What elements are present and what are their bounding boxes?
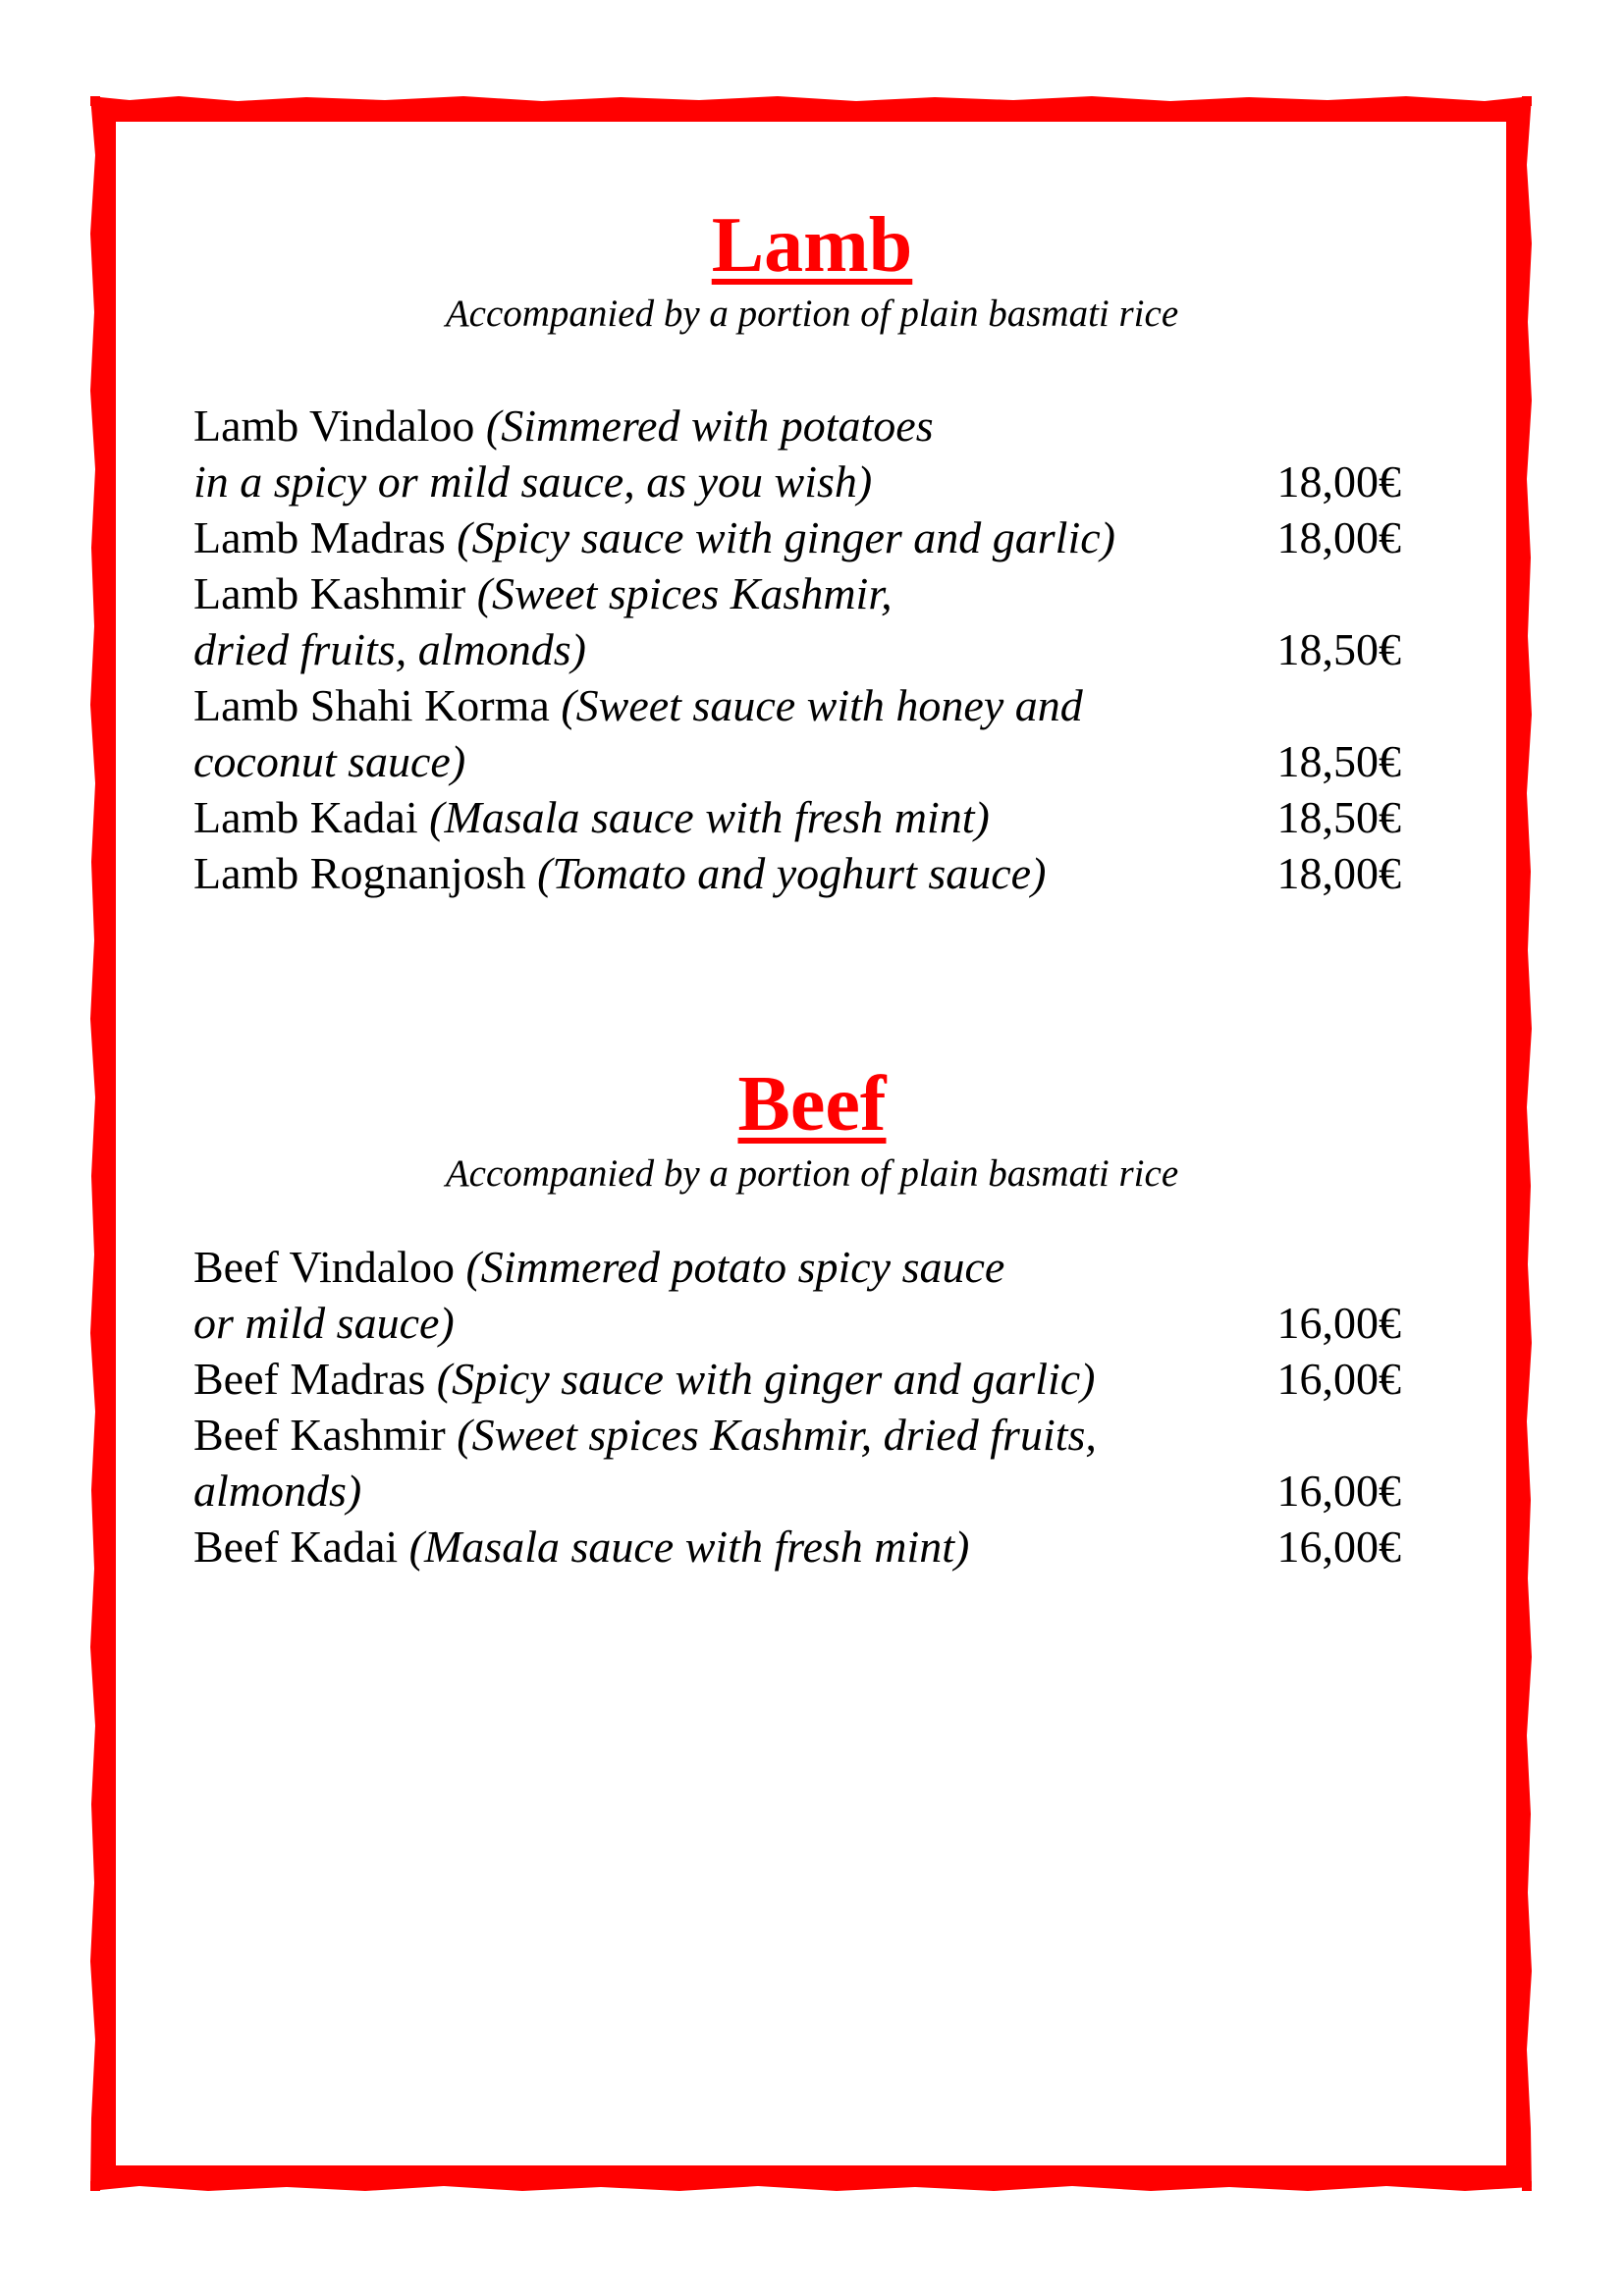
menu-item-line <box>193 565 1401 621</box>
menu-list-lamb <box>193 398 1401 901</box>
dish-price: 16,00€ <box>1276 1354 1401 1404</box>
dish-name: Beef Vindaloo <box>193 1242 455 1292</box>
dish-description: coconut sauce) <box>193 736 466 786</box>
dish-price: 18,00€ <box>1276 512 1401 562</box>
menu-item-line <box>193 789 1401 845</box>
dish-description: (Sweet sauce with honey and <box>561 680 1083 730</box>
menu-item-line <box>193 398 1401 454</box>
menu-item-line <box>193 1295 1401 1351</box>
dish-description: dried fruits, almonds) <box>193 624 586 674</box>
dish-description: (Simmered potato spicy sauce <box>465 1242 1005 1292</box>
menu-list-beef <box>193 1239 1401 1575</box>
dish-name: Beef Kashmir <box>193 1410 446 1460</box>
menu-item-line <box>193 1351 1401 1407</box>
dish-description: (Simmered with potatoes <box>485 400 934 451</box>
section-subtitle-beef: Accompanied by a portion of plain basmati rice <box>445 1152 1179 1195</box>
menu-item-line <box>193 621 1401 677</box>
section-subtitle-lamb: Accompanied by a portion of plain basmati rice <box>445 293 1179 335</box>
dish-price: 16,00€ <box>1276 1466 1401 1516</box>
dish-name: Lamb Shahi Korma <box>193 680 550 730</box>
dish-price: 18,00€ <box>1276 456 1401 507</box>
dish-price: 18,50€ <box>1276 792 1401 842</box>
dish-name: Lamb Kashmir <box>193 568 466 618</box>
dish-description: (Spicy sauce with ginger and garlic) <box>436 1354 1096 1404</box>
dish-name: Beef Kadai <box>193 1522 399 1572</box>
menu-item-line <box>193 1407 1401 1463</box>
menu-item-line <box>193 677 1401 733</box>
dish-description: or mild sauce) <box>193 1298 455 1348</box>
dish-description: (Tomato and yoghurt sauce) <box>537 848 1047 898</box>
dish-name: Lamb Rognanjosh <box>193 848 526 898</box>
dish-description: in a spicy or mild sauce, as you wish) <box>193 456 873 507</box>
dish-name: Beef Madras <box>193 1354 426 1404</box>
menu-item-line <box>193 454 1401 509</box>
dish-name: Lamb Vindaloo <box>193 400 475 451</box>
dish-description: (Sweet spices Kashmir, dried fruits, <box>457 1410 1097 1460</box>
menu-item-line <box>193 1463 1401 1519</box>
menu-item-line <box>193 733 1401 789</box>
dish-description: (Spicy sauce with ginger and garlic) <box>457 512 1115 562</box>
dish-price: 18,50€ <box>1276 736 1401 786</box>
dish-description: almonds) <box>193 1466 362 1516</box>
menu-item-line <box>193 845 1401 901</box>
dish-description: (Masala sauce with fresh mint) <box>429 792 990 842</box>
section-title-lamb: Lamb <box>711 202 913 289</box>
dish-price: 16,00€ <box>1276 1298 1401 1348</box>
menu-item-line <box>193 1239 1401 1295</box>
dish-name: Lamb Madras <box>193 512 446 562</box>
dish-price: 18,50€ <box>1276 624 1401 674</box>
section-title-beef: Beef <box>737 1061 887 1148</box>
dish-description: (Sweet spices Kashmir, <box>476 568 893 618</box>
menu-item-line <box>193 1519 1401 1575</box>
dish-price: 16,00€ <box>1276 1522 1401 1572</box>
dish-price: 18,00€ <box>1276 848 1401 898</box>
menu-item-line <box>193 509 1401 565</box>
dish-name: Lamb Kadai <box>193 792 418 842</box>
dish-description: (Masala sauce with fresh mint) <box>408 1522 970 1572</box>
